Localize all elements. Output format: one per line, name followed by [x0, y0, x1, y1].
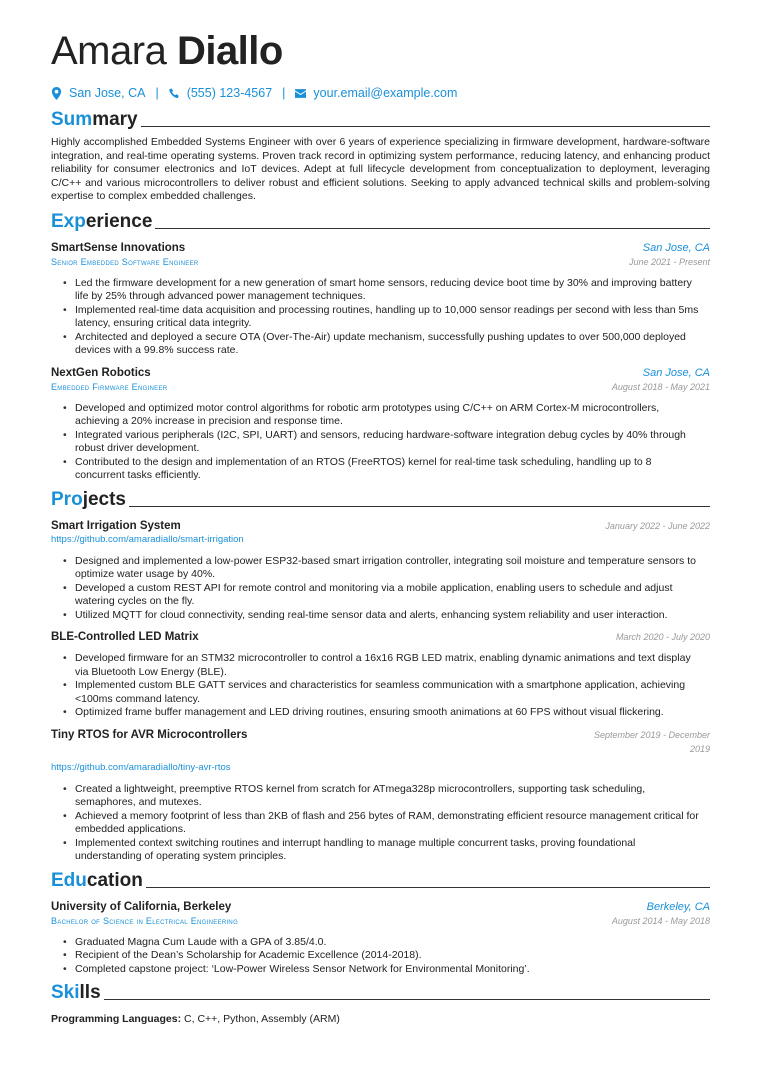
skill-label: Programming Languages: [51, 1013, 182, 1025]
bullet-item: • Implemented custom BLE GATT services and characteristics for seamless communication with a smartphone application, achieving <100ms command latency. [75, 679, 710, 706]
job-title: Embedded Firmware Engineer [51, 381, 168, 392]
section-divider [141, 126, 710, 127]
skills-heading: Skills [51, 982, 710, 1004]
school-name: University of California, Berkeley [51, 900, 232, 913]
education-entry [51, 900, 710, 977]
education-heading: Education [51, 870, 710, 892]
section-divider [146, 887, 710, 888]
candidate-name [51, 28, 710, 74]
bullet-item: • Designed and implemented a low-power ESP32-based smart irrigation controller, integrating soil moisture and temperature sensors to optimize water usage by 40%. [75, 555, 710, 582]
contact-email[interactable] [295, 86, 457, 100]
bullet-list [51, 555, 710, 623]
project-link[interactable]: https://github.com/amaradiallo/smart-irrigation [51, 533, 244, 545]
school-location: Berkeley, CA [646, 900, 710, 913]
project-dates: March 2020 - July 2020 [615, 632, 710, 642]
experience-heading: Experience [51, 211, 710, 233]
skill-value: C, C++, Python, Assembly (ARM) [184, 1013, 340, 1025]
bullet-list [51, 402, 710, 483]
project-entry [51, 630, 710, 720]
job-location: San Jose, CA [642, 366, 710, 379]
bullet-list [51, 783, 710, 864]
project-entry [51, 519, 710, 623]
location-text: San Jose, CA [69, 86, 146, 100]
bullet-item: • Implemented context switching routines and interrupt handling to manage multiple concurrent tasks, proving foundational understanding of operating system principles. [75, 837, 710, 864]
phone-text: (555) 123-4567 [186, 86, 273, 100]
job-title: Senior Embedded Software Engineer [51, 256, 199, 267]
section-divider [155, 228, 710, 229]
summary-heading: Summary [51, 109, 710, 131]
bullet-item: • Developed and optimized motor control algorithms for robotic arm prototypes using C/C++ on ARM Cortex-M microcontrollers, achieving a 20% increase in precision and response time. [75, 402, 710, 429]
bullet-item: • Contributed to the design and implementation of an RTOS (FreeRTOS) kernel for real-time task scheduling, handling up to 8 concurrent tasks efficiently. [75, 456, 710, 483]
bullet-list [51, 652, 710, 720]
degree-name: Bachelor of Science in Electrical Engineering [51, 915, 239, 926]
bullet-item: • Led the firmware development for a new generation of smart home sensors, reducing device boot time by 30% and improving battery life by 25% through advanced power management techniques. [75, 277, 710, 304]
project-title: Tiny RTOS for AVR Microcontrollers [51, 728, 248, 741]
bullet-list [51, 277, 710, 358]
bullet-item: • Recipient of the Dean’s Scholarship for Academic Excellence (2014-2018). [75, 949, 710, 963]
school-dates: August 2014 - May 2018 [611, 915, 710, 926]
bullet-item: • Developed firmware for an STM32 microcontroller to control a 16x16 RGB LED matrix, enabling dynamic animations and text display via Bluetooth Low Energy (BLE). [75, 652, 710, 679]
section-divider [104, 999, 710, 1000]
bullet-item: • Completed capstone project: ‘Low-Power Wireless Sensor Network for Environmental Monitoring’. [75, 963, 710, 977]
bullet-item: • Utilized MQTT for cloud connectivity, sending real-time sensor data and alerts, enhancing system reliability and user interaction. [75, 609, 710, 623]
project-link[interactable]: https://github.com/amaradiallo/tiny-avr-rtos [51, 761, 231, 773]
bullet-list [51, 936, 710, 977]
contact-bar [51, 85, 710, 101]
company-name: NextGen Robotics [51, 366, 151, 379]
project-title: BLE-Controlled LED Matrix [51, 631, 199, 643]
bullet-item: • Implemented real-time data acquisition and processing routines, handling up to 10,000 sensor readings per second with less than 5ms latency, ensuring critical data integrity. [75, 304, 710, 331]
project-dates: September 2019 - December 2019 [593, 729, 710, 754]
contact-phone[interactable] [169, 86, 272, 100]
project-dates: January 2022 - June 2022 [605, 520, 710, 531]
projects-heading: Projects [51, 489, 710, 511]
bullet-item: • Developed a custom REST API for remote control and monitoring via a mobile application, enabling users to schedule and adjust watering cycles on the fly. [75, 582, 710, 609]
last-name: Diallo [176, 29, 283, 73]
contact-location [51, 86, 145, 100]
phone-icon [169, 87, 180, 100]
experience-entry [51, 366, 710, 483]
project-entry [51, 728, 710, 864]
experience-entry [51, 241, 710, 358]
section-divider [129, 506, 710, 507]
bullet-item: • Achieved a memory footprint of less than 2KB of flash and 256 bytes of RAM, demonstrating efficient resource management critical for embedded applications. [75, 810, 710, 837]
company-name: SmartSense Innovations [51, 241, 186, 254]
job-dates: June 2021 - Present [628, 256, 710, 267]
project-title: Smart Irrigation System [51, 519, 181, 532]
map-marker-icon [51, 87, 62, 100]
contact-separator: | [155, 86, 159, 100]
email-text: your.email@example.com [313, 86, 458, 100]
job-location: San Jose, CA [642, 241, 710, 254]
resume-page [51, 28, 710, 1026]
envelope-icon [295, 87, 306, 100]
job-dates: August 2018 - May 2021 [611, 381, 710, 392]
bullet-item: • Integrated various peripherals (I2C, SPI, UART) and sensors, reducing hardware-software integration debug cycles by 40% through robust driver development. [75, 429, 710, 456]
bullet-item: • Architected and deployed a secure OTA (Over-The-Air) update mechanism, successfully pushing updates to over 500,000 deployed devices with a 99.8% success rate. [75, 331, 710, 358]
bullet-item: • Created a lightweight, preemptive RTOS kernel from scratch for ATmega328p microcontrollers, supporting task scheduling, semaphores, and mutexes. [75, 783, 710, 810]
first-name: Amara [51, 29, 167, 73]
bullet-item: • Graduated Magna Cum Laude with a GPA of 3.85/4.0. [75, 936, 710, 950]
bullet-item: • Optimized frame buffer management and LED driving routines, ensuring smooth animations at 60 FPS without visual flickering. [75, 706, 710, 720]
summary-text: Highly accomplished Embedded Systems Engineer with over 6 years of experience specializing in firmware development, hardware-software integration, and real-time operating systems. Proven track record in optimizing system performance, reducing latency, and enhancing product reliability for consumer electronics and IoT devices. Adept at full lifecycle development from conceptualization to deployment, leveraging C/C++ and various microcontrollers to deliver robust and efficient solutions. Seeking to apply advanced technical skills and problem-solving expertise to complex embedded challenges. [51, 136, 710, 202]
skill-row [51, 1012, 710, 1026]
contact-separator: | [282, 86, 286, 100]
